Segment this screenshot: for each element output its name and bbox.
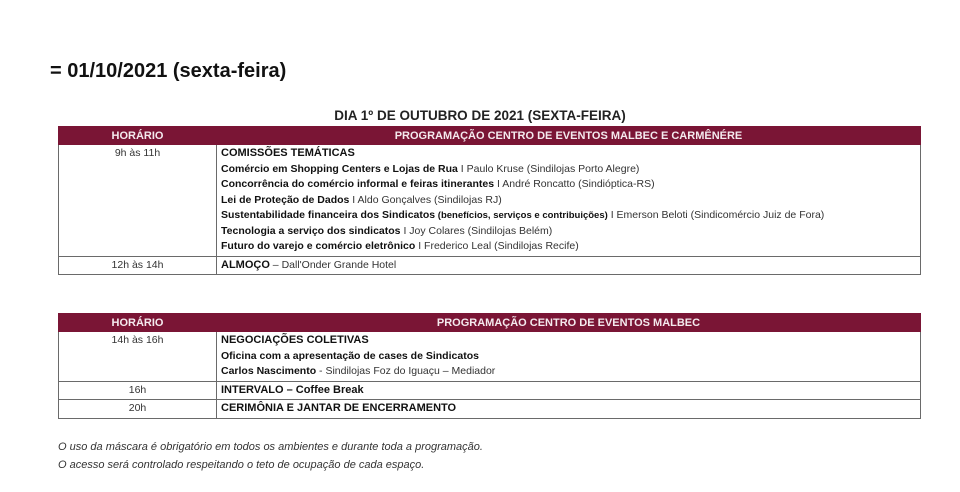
session-title: ALMOÇO: [221, 258, 270, 271]
time-cell: 9h às 11h: [59, 145, 217, 257]
table-row: [59, 400, 921, 419]
time-cell: 16h: [59, 381, 217, 400]
day-title: DIA 1º DE OUTUBRO DE 2021 (SEXTA-FEIRA): [334, 108, 626, 123]
time-cell: 12h às 14h: [59, 256, 217, 275]
table-header: [59, 314, 921, 332]
date-heading: = 01/10/2021 (sexta-feira): [50, 60, 287, 82]
table-row: [59, 145, 921, 257]
session-mediator: [221, 364, 916, 380]
time-cell: 20h: [59, 400, 217, 419]
session-title: CERIMÔNIA E JANTAR DE ENCERRAMENTO: [217, 400, 921, 419]
mediator-detail: - Sindilojas Foz do Iguaçu – Mediador: [316, 365, 496, 377]
table-row: [59, 332, 921, 382]
col-header-program: PROGRAMAÇÃO CENTRO DE EVENTOS MALBEC E CARMÊNÉRE: [217, 127, 921, 145]
session-title: NEGOCIAÇÕES COLETIVAS: [221, 334, 369, 346]
mask-notice: O uso da máscara é obrigatório em todos os ambientes e durante toda a programação.: [58, 441, 483, 453]
mediator-name: Carlos Nascimento: [221, 365, 317, 377]
item-speaker: I Aldo Gonçalves (Sindilojas RJ): [349, 193, 502, 206]
program-cell: [217, 332, 921, 382]
program-cell: [217, 145, 921, 257]
list-item: [221, 224, 916, 240]
item-speaker: I Joy Colares (Sindilojas Belém): [400, 224, 553, 237]
col-header-program: PROGRAMAÇÃO CENTRO DE EVENTOS MALBEC: [217, 314, 921, 332]
session-subtitle: Oficina com a apresentação de cases de Sindicatos: [221, 349, 479, 362]
item-subtitle: (benefícios, serviços e contribuições): [435, 210, 608, 221]
item-speaker: I André Roncatto (Sindióptica-RS): [494, 178, 655, 190]
item-speaker: I Paulo Kruse (Sindilojas Porto Alegre): [457, 162, 640, 175]
item-speaker: I Emerson Beloti (Sindicomércio Juiz de Fora): [607, 209, 825, 221]
item-title: Futuro do varejo e comércio eletrônico: [221, 240, 416, 252]
session-detail: – Dall'Onder Grande Hotel: [269, 258, 397, 271]
time-cell: 14h às 16h: [59, 332, 217, 382]
schedule-table-1: [58, 126, 921, 275]
item-title: Sustentabilidade financeira dos Sindicatos: [221, 209, 436, 221]
session-title: INTERVALO – Coffee Break: [217, 381, 921, 400]
list-item: [221, 177, 916, 193]
table-header: [59, 127, 921, 145]
program-cell: [217, 256, 921, 275]
col-header-time: HORÁRIO: [59, 127, 217, 145]
list-item: [221, 208, 916, 224]
list-item: [221, 193, 916, 209]
list-item: [221, 239, 916, 255]
item-title: Tecnologia a serviço dos sindicatos: [221, 224, 401, 237]
item-title: Concorrência do comércio informal e feiras itinerantes: [221, 178, 495, 190]
table-row: [59, 256, 921, 275]
schedule-table-2: [58, 313, 921, 419]
list-item: [221, 162, 916, 178]
item-speaker: I Frederico Leal (Sindilojas Recife): [415, 240, 579, 252]
capacity-notice: O acesso será controlado respeitando o teto de ocupação de cada espaço.: [58, 459, 425, 471]
item-title: Comércio em Shopping Centers e Lojas de Rua: [221, 162, 458, 175]
table-row: [59, 381, 921, 400]
session-title: COMISSÕES TEMÁTICAS: [221, 147, 355, 159]
item-title: Lei de Proteção de Dados: [221, 193, 350, 206]
col-header-time: HORÁRIO: [59, 314, 217, 332]
